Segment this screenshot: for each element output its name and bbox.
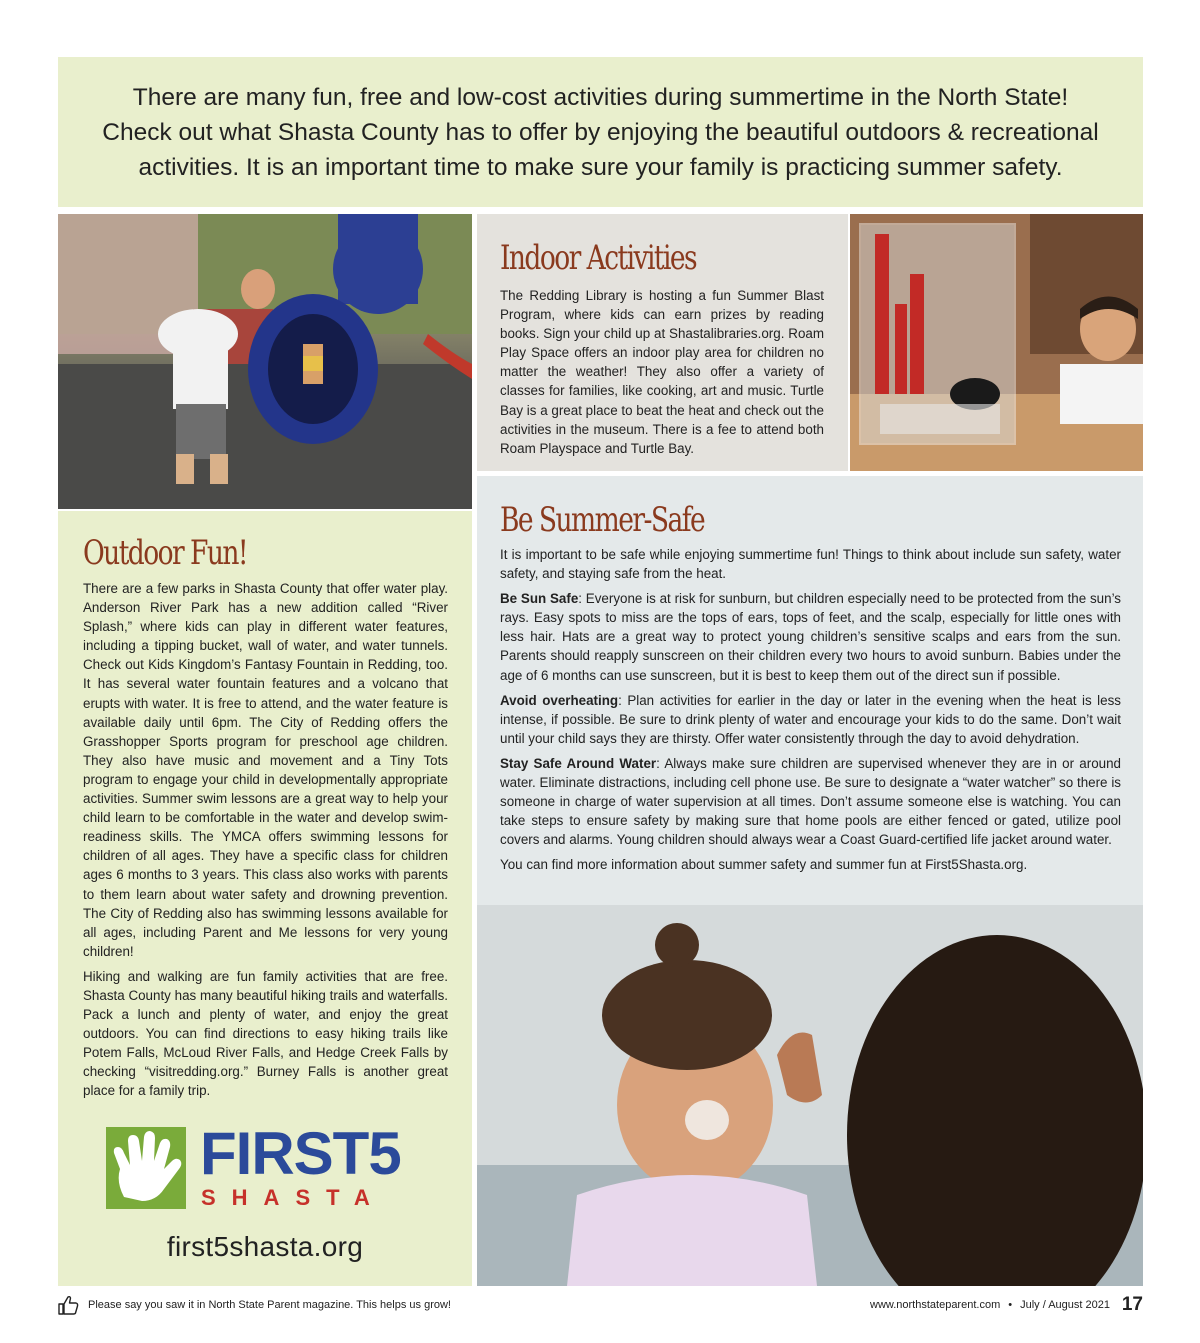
overheating-text: : Plan activities for earlier in the day or later in the evening when the heat is less intense, if possible. Be sure to drink plenty of water and encourage your kids to do the same. Don’t wait until your child says they are thirsty. Offer water consistently through the day to avoid dehydration. [500, 692, 1121, 746]
intro-line-3: activities. It is an important time to make sure your family is practicing summer safety. [138, 153, 1063, 181]
summer-safe-body [500, 545, 1121, 875]
playground-slide-photo [58, 214, 472, 509]
intro-banner [58, 57, 1143, 207]
outdoor-fun-paragraph-2: Hiking and walking are fun family activities that are free. Shasta County has many beautiful hiking trails and waterfalls. Pack a lunch and plenty of water, and enjoy the great outdoors. You can find directions to easy hiking trails like Potem Falls, McLoud River Falls, and Hedge Creek Falls by checking “visitredding.org.” Burney Falls is another great place for a family trip. [83, 968, 448, 1099]
indoor-activities-heading: Indoor Activities [500, 238, 697, 278]
sunscreen-photo [477, 905, 1143, 1286]
summer-safe-intro: It is important to be safe while enjoying summertime fun! Things to think about include sun safety, water safety, and staying safe from the heat. [500, 547, 1121, 582]
first5-shasta-logo [106, 1120, 426, 1213]
indoor-activities-body [500, 286, 824, 458]
overheating-paragraph [500, 691, 1121, 748]
sun-safe-text: : Everyone is at risk for sunburn, but children especially need to be protected from the sun’s rays. Easy spots to miss are the tops of ears, tops of feet, and the scalp, especially for little ones with less hair. Hats are a great way to protect young children’s sensitive scalps and ears from the sun. Parents should reapply sunscreen on their children every two hours to avoid sunburn. Babies under the age of 6 months can use sunscreen, but it is best to keep them out of the direct sun if possible. [500, 591, 1121, 683]
sun-safe-paragraph [500, 589, 1121, 684]
water-safety-label: Stay Safe Around Water [500, 755, 657, 771]
playground-illustration [58, 214, 472, 509]
shasta-wordmark: SHASTA [201, 1185, 386, 1210]
water-safety-text: : Always make sure children are supervised whenever they are in or around water. Eliminate distractions, including cell phone use. Be sure to designate a “water watcher” so there is someone in charge of water supervision at all times. Don’t assume someone else is watching. You can take steps to ensure safety by making sure that home pools are either fenced or gated, utilize pool covers and alarms. Young children should always wear a Coast Guard-certified life jacket around water. [500, 755, 1121, 848]
summer-safe-heading: Be Summer-Safe [500, 500, 705, 540]
page-number: 17 [1121, 1294, 1143, 1315]
footer-message: Please say you saw it in North State Parent magazine. This helps us grow! [88, 1299, 451, 1311]
footer-info [866, 1299, 1114, 1311]
outdoor-fun-paragraph-1: There are a few parks in Shasta County that offer water play. Anderson River Park has a new addition called “River Splash,” where kids can play in different water features, including a tipping bucket, wall of water, and water tunnels. Check out Kids Kingdom’s Fantasy Fountain in Redding, too. It has several water fountain features and a volcano that erupts with water. It is free to attend, and the water feature is available daily until 6pm. The City of Redding offers the Grasshopper Sports program for preschool age children. They also have music and movement and a Tiny Tots program to engage your child in developmentally appropriate activities. Summer swim lessons are a great way to help your child learn to be comfortable in the water and develop swim-readiness skills. The YMCA offers swimming lessons for children of all ages. They have a specific class for children ages 6 months to 3 years. This class also works with parents to them learn about water safety and drowning prevention. The City of Redding also has swimming lessons available for all ages, including Parent and Me lessons for very young children! [83, 581, 448, 959]
intro-line-1: There are many fun, free and low-cost activities during summertime in the North State! [132, 83, 1069, 111]
lego-museum-photo [850, 214, 1143, 471]
lego-illustration [850, 214, 1143, 471]
sun-safe-label: Be Sun Safe [500, 591, 579, 607]
water-safety-paragraph [500, 754, 1121, 849]
first5-url[interactable]: first5shasta.org [166, 1231, 364, 1262]
first5-wordmark: FIRST5 [200, 1120, 401, 1187]
overheating-label: Avoid overheating [500, 692, 619, 708]
sunscreen-illustration [477, 905, 1143, 1286]
footer-separator: • [1008, 1299, 1013, 1311]
footer-website[interactable]: www.northstateparent.com [870, 1299, 1001, 1311]
footer-issue: July / August 2021 [1020, 1299, 1110, 1311]
page-footer [0, 1290, 1200, 1330]
intro-line-2: Check out what Shasta County has to offer by enjoying the beautiful outdoors & recreational [102, 118, 1099, 146]
outdoor-fun-heading: Outdoor Fun! [83, 533, 247, 573]
indoor-activities-panel [477, 214, 848, 471]
outdoor-fun-body [83, 579, 448, 1101]
thumbs-up-icon [57, 1294, 79, 1316]
indoor-activities-paragraph: The Redding Library is hosting a fun Summer Blast Program, where kids can earn prizes by reading books. Sign your child up at Shastalibraries.org. Roam Play Space offers an indoor play area for children no matter the weather! They also offer a variety of classes for families, like cooking, art and music. Turtle Bay is a great place to beat the heat and check out the activities in the museum. There is a fee to attend both Roam Playspace and Turtle Bay. [500, 288, 824, 456]
summer-safe-closing: You can find more information about summer safety and summer fun at First5Shasta.org. [500, 857, 1028, 873]
summer-safe-panel [477, 476, 1143, 905]
hand-print-icon [106, 1127, 186, 1209]
